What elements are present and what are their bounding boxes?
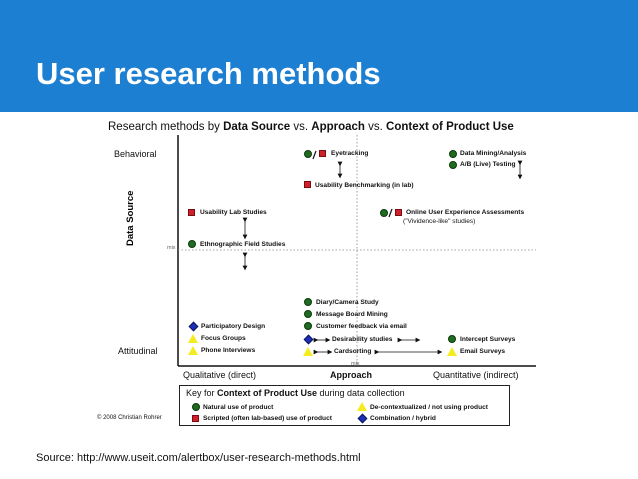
method-message-board: Message Board Mining <box>316 311 388 318</box>
method-participatory-design: Participatory Design <box>201 323 266 330</box>
method-usability-lab: Usability Lab Studies <box>200 209 267 216</box>
key-natural-use: Natural use of product <box>203 404 274 411</box>
slash-divider <box>389 209 392 217</box>
natural-use-marker <box>304 298 312 306</box>
natural-use-marker <box>304 322 312 330</box>
key-title-suffix: during data collection <box>317 388 405 398</box>
scripted-use-key-icon <box>192 415 199 422</box>
slide-title: User research methods <box>36 56 381 91</box>
context-key-box <box>179 385 510 426</box>
x-axis-label-quantitative: Quantitative (indirect) <box>433 370 519 380</box>
mix-label-y: mix <box>167 245 176 251</box>
natural-use-marker <box>188 240 196 248</box>
scripted-use-marker <box>304 181 311 188</box>
method-ab-testing: A/B (Live) Testing <box>460 161 516 168</box>
diagram-title-approach: Approach <box>311 121 365 133</box>
mix-label-x: mix <box>351 361 360 367</box>
method-customer-feedback: Customer feedback via email <box>316 323 407 330</box>
combination-key-icon <box>358 414 368 424</box>
decontextualized-marker <box>447 347 457 356</box>
x-axis-label-qualitative: Qualitative (direct) <box>183 370 257 380</box>
source-citation: Source: http://www.useit.com/alertbox/user-research-methods.html <box>36 452 361 464</box>
key-scripted-use: Scripted (often lab-based) use of product <box>203 415 332 422</box>
method-online-ux: Online User Experience Assessments <box>406 209 525 216</box>
method-email-surveys: Email Surveys <box>460 348 506 355</box>
natural-use-marker <box>380 209 388 217</box>
method-eyetracking: Eyetracking <box>331 150 369 157</box>
decontextualized-key-icon <box>357 402 367 411</box>
method-data-mining: Data Mining/Analysis <box>460 150 527 157</box>
decontextualized-marker <box>303 347 313 356</box>
y-axis-title: Data Source <box>125 190 136 246</box>
y-axis-label-attitudinal: Attitudinal <box>118 346 158 356</box>
x-axis-title: Approach <box>330 370 373 380</box>
scripted-use-marker <box>188 209 195 216</box>
scripted-use-marker <box>395 209 402 216</box>
copyright-text: © 2008 Christian Rohrer <box>97 415 162 421</box>
key-decontextualized: De-contextualized / not using product <box>370 404 488 411</box>
key-title <box>186 388 405 398</box>
scripted-use-marker <box>319 150 326 157</box>
natural-use-marker <box>448 335 456 343</box>
key-title-bold: Context of Product Use <box>217 388 318 398</box>
natural-use-marker <box>304 310 312 318</box>
method-diary: Diary/Camera Study <box>316 299 379 306</box>
method-phone-interviews: Phone Interviews <box>201 347 256 354</box>
diagram-title-vs: vs. <box>364 121 387 133</box>
y-axis-label-behavioral: Behavioral <box>114 149 157 159</box>
diagram-title-prefix: Research methods by <box>108 121 224 133</box>
method-focus-groups: Focus Groups <box>201 335 246 342</box>
slash-divider <box>313 151 316 159</box>
decontextualized-marker <box>188 334 198 343</box>
method-desirability: Desirability studies <box>332 336 393 343</box>
method-online-ux-note: ("Vividence-like" studies) <box>403 218 476 225</box>
diagram-title-context: Context of Product Use <box>386 121 514 133</box>
natural-use-marker <box>449 161 457 169</box>
method-ethnographic: Ethnographic Field Studies <box>200 241 286 248</box>
method-intercept-surveys: Intercept Surveys <box>460 336 516 343</box>
key-combination: Combination / hybrid <box>370 415 436 422</box>
decontextualized-marker <box>188 346 198 355</box>
diagram-title-vs: vs. <box>290 121 312 133</box>
key-title-prefix: Key for <box>186 388 218 398</box>
method-cardsorting: Cardsorting <box>334 348 372 355</box>
natural-use-key-icon <box>192 403 200 411</box>
natural-use-marker <box>449 150 457 158</box>
method-usability-benchmarking: Usability Benchmarking (in lab) <box>315 182 414 189</box>
diagram-title-data-source: Data Source <box>223 121 291 133</box>
natural-use-marker <box>304 150 312 158</box>
